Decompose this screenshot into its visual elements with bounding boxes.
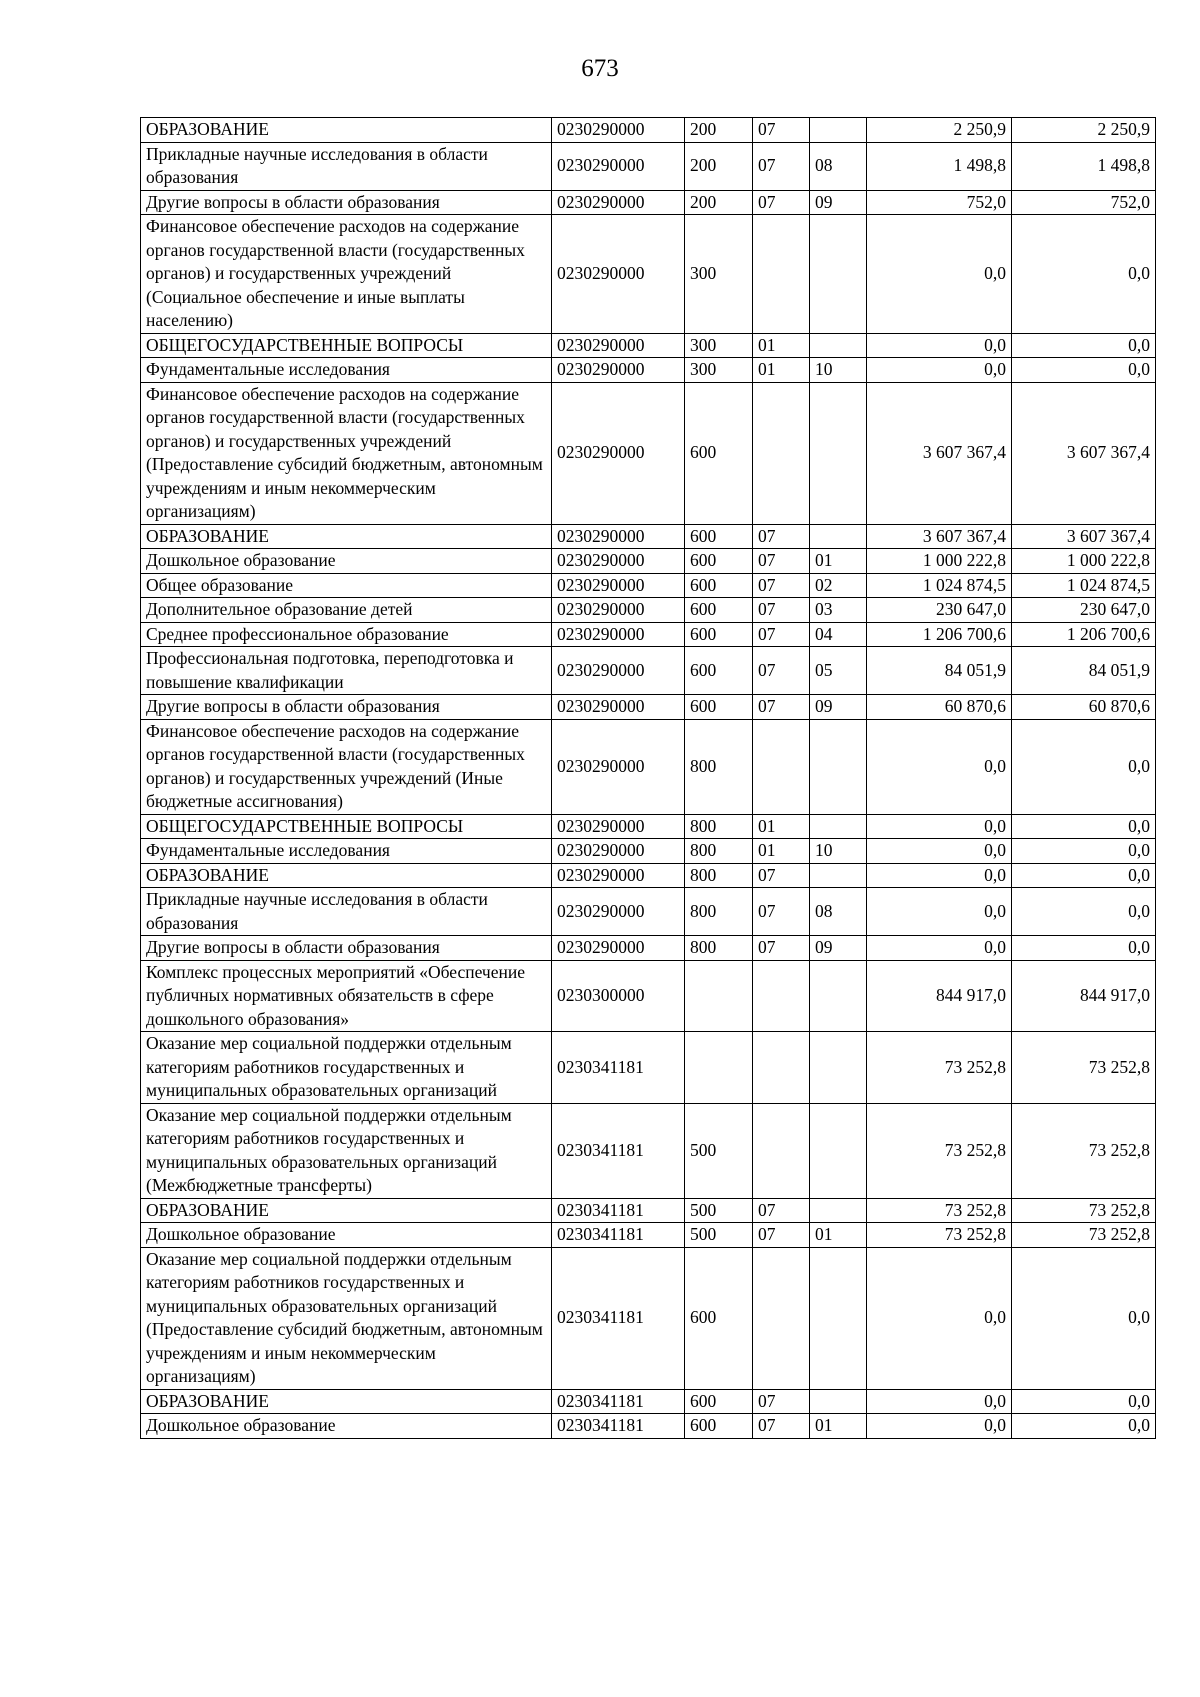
row-expense-type: [685, 960, 753, 1032]
table-row: [141, 598, 1156, 623]
row-amount-year1: 0,0: [867, 719, 1012, 814]
row-target-code: 0230290000: [552, 524, 685, 549]
row-amount-year1: 1 000 222,8: [867, 549, 1012, 574]
row-amount-year1: 0,0: [867, 888, 1012, 936]
row-target-code: 0230290000: [552, 358, 685, 383]
table-row: [141, 719, 1156, 814]
row-amount-year2: 0,0: [1012, 839, 1156, 864]
row-expense-type: 800: [685, 863, 753, 888]
row-amount-year1: 73 252,8: [867, 1198, 1012, 1223]
row-expense-type: 600: [685, 549, 753, 574]
row-expense-type: 600: [685, 695, 753, 720]
table-row: [141, 142, 1156, 190]
row-target-code: 0230290000: [552, 936, 685, 961]
row-amount-year2: 1 206 700,6: [1012, 622, 1156, 647]
row-subsection: [810, 524, 867, 549]
row-subsection: [810, 719, 867, 814]
row-name: ОБРАЗОВАНИЕ: [141, 1389, 552, 1414]
row-target-code: 0230341181: [552, 1103, 685, 1198]
row-target-code: 0230290000: [552, 142, 685, 190]
row-amount-year2: 0,0: [1012, 936, 1156, 961]
row-name: Прикладные научные исследования в области образования: [141, 142, 552, 190]
row-subsection: [810, 1198, 867, 1223]
row-target-code: 0230341181: [552, 1389, 685, 1414]
row-amount-year2: 84 051,9: [1012, 647, 1156, 695]
row-amount-year2: 0,0: [1012, 814, 1156, 839]
budget-table-body: [141, 118, 1156, 1439]
row-amount-year1: 0,0: [867, 1389, 1012, 1414]
row-amount-year1: 0,0: [867, 863, 1012, 888]
row-subsection: [810, 118, 867, 143]
row-subsection: [810, 960, 867, 1032]
table-row: [141, 1032, 1156, 1104]
row-subsection: 05: [810, 647, 867, 695]
row-subsection: [810, 863, 867, 888]
row-name: Среднее профессиональное образование: [141, 622, 552, 647]
row-amount-year2: 1 024 874,5: [1012, 573, 1156, 598]
row-expense-type: 600: [685, 573, 753, 598]
row-name: ОБРАЗОВАНИЕ: [141, 524, 552, 549]
row-target-code: 0230290000: [552, 863, 685, 888]
row-section: 07: [753, 936, 810, 961]
row-name: Комплекс процессных мероприятий «Обеспечение публичных нормативных обязательств в сфере дошкольного образования»: [141, 960, 552, 1032]
row-subsection: [810, 814, 867, 839]
row-expense-type: 800: [685, 719, 753, 814]
row-section: 07: [753, 647, 810, 695]
row-name: ОБРАЗОВАНИЕ: [141, 118, 552, 143]
table-row: [141, 960, 1156, 1032]
row-subsection: 09: [810, 936, 867, 961]
row-target-code: 0230290000: [552, 719, 685, 814]
row-name: Финансовое обеспечение расходов на содержание органов государственной власти (государственных органов) и государственных учреждений (Иные бюджетные ассигнования): [141, 719, 552, 814]
row-subsection: 01: [810, 1223, 867, 1248]
row-expense-type: 200: [685, 118, 753, 143]
row-name: Другие вопросы в области образования: [141, 695, 552, 720]
row-name: Дошкольное образование: [141, 1223, 552, 1248]
row-amount-year1: 60 870,6: [867, 695, 1012, 720]
row-amount-year2: 73 252,8: [1012, 1103, 1156, 1198]
table-row: [141, 1198, 1156, 1223]
row-subsection: 10: [810, 358, 867, 383]
row-amount-year1: 1 498,8: [867, 142, 1012, 190]
row-amount-year2: 73 252,8: [1012, 1032, 1156, 1104]
row-section: 07: [753, 142, 810, 190]
row-amount-year1: 0,0: [867, 358, 1012, 383]
row-amount-year1: 0,0: [867, 814, 1012, 839]
row-name: Фундаментальные исследования: [141, 358, 552, 383]
table-row: [141, 814, 1156, 839]
row-target-code: 0230290000: [552, 382, 685, 524]
row-name: ОБРАЗОВАНИЕ: [141, 863, 552, 888]
row-target-code: 0230341181: [552, 1032, 685, 1104]
row-target-code: 0230290000: [552, 839, 685, 864]
row-section: 07: [753, 1389, 810, 1414]
row-expense-type: [685, 1032, 753, 1104]
row-name: Оказание мер социальной поддержки отдельным категориям работников государственных и муниципальных образовательных организаций (Предоставление субсидий бюджетным, автономным учреждениям и иным некоммерческим организациям): [141, 1247, 552, 1389]
row-amount-year2: 60 870,6: [1012, 695, 1156, 720]
row-target-code: 0230341181: [552, 1198, 685, 1223]
row-amount-year1: 1 024 874,5: [867, 573, 1012, 598]
row-target-code: 0230341181: [552, 1223, 685, 1248]
row-name: Профессиональная подготовка, переподготовка и повышение квалификации: [141, 647, 552, 695]
table-row: [141, 647, 1156, 695]
row-expense-type: 500: [685, 1103, 753, 1198]
row-section: [753, 1247, 810, 1389]
row-section: 01: [753, 839, 810, 864]
row-expense-type: 200: [685, 190, 753, 215]
row-target-code: 0230290000: [552, 695, 685, 720]
table-row: [141, 839, 1156, 864]
row-name: Финансовое обеспечение расходов на содержание органов государственной власти (государственных органов) и государственных учреждений (Социальное обеспечение и иные выплаты населению): [141, 215, 552, 334]
row-amount-year1: 73 252,8: [867, 1103, 1012, 1198]
row-section: 01: [753, 814, 810, 839]
row-expense-type: 600: [685, 647, 753, 695]
row-target-code: 0230290000: [552, 190, 685, 215]
row-subsection: [810, 333, 867, 358]
table-row: [141, 524, 1156, 549]
table-row: [141, 936, 1156, 961]
row-amount-year2: 1 000 222,8: [1012, 549, 1156, 574]
row-section: [753, 960, 810, 1032]
row-expense-type: 600: [685, 598, 753, 623]
row-expense-type: 500: [685, 1223, 753, 1248]
row-expense-type: 800: [685, 888, 753, 936]
row-section: [753, 382, 810, 524]
row-subsection: 08: [810, 142, 867, 190]
row-section: 01: [753, 358, 810, 383]
row-expense-type: 600: [685, 382, 753, 524]
table-row: [141, 573, 1156, 598]
row-expense-type: 600: [685, 1414, 753, 1439]
row-amount-year2: 0,0: [1012, 863, 1156, 888]
row-subsection: 03: [810, 598, 867, 623]
row-subsection: [810, 1103, 867, 1198]
row-subsection: 09: [810, 190, 867, 215]
row-amount-year2: 0,0: [1012, 719, 1156, 814]
table-row: [141, 118, 1156, 143]
row-section: 07: [753, 863, 810, 888]
row-subsection: 01: [810, 1414, 867, 1439]
row-subsection: 08: [810, 888, 867, 936]
table-row: [141, 888, 1156, 936]
table-row: [141, 1103, 1156, 1198]
table-row: [141, 382, 1156, 524]
row-expense-type: 200: [685, 142, 753, 190]
row-amount-year1: 3 607 367,4: [867, 524, 1012, 549]
row-amount-year1: 0,0: [867, 936, 1012, 961]
row-expense-type: 600: [685, 1389, 753, 1414]
row-expense-type: 600: [685, 524, 753, 549]
row-expense-type: 800: [685, 936, 753, 961]
row-subsection: 10: [810, 839, 867, 864]
table-row: [141, 1247, 1156, 1389]
table-row: [141, 333, 1156, 358]
budget-table: [140, 117, 1156, 1439]
row-target-code: 0230290000: [552, 333, 685, 358]
row-amount-year1: 230 647,0: [867, 598, 1012, 623]
row-expense-type: 600: [685, 622, 753, 647]
row-subsection: 02: [810, 573, 867, 598]
row-amount-year2: 0,0: [1012, 215, 1156, 334]
row-subsection: 04: [810, 622, 867, 647]
row-target-code: 0230290000: [552, 573, 685, 598]
row-name: ОБРАЗОВАНИЕ: [141, 1198, 552, 1223]
row-target-code: 0230290000: [552, 598, 685, 623]
row-expense-type: 300: [685, 215, 753, 334]
row-subsection: [810, 215, 867, 334]
row-amount-year1: 84 051,9: [867, 647, 1012, 695]
row-amount-year2: 1 498,8: [1012, 142, 1156, 190]
row-amount-year2: 2 250,9: [1012, 118, 1156, 143]
row-amount-year1: 0,0: [867, 215, 1012, 334]
row-name: Другие вопросы в области образования: [141, 936, 552, 961]
row-target-code: 0230290000: [552, 215, 685, 334]
table-row: [141, 1389, 1156, 1414]
row-amount-year2: 3 607 367,4: [1012, 382, 1156, 524]
table-row: [141, 215, 1156, 334]
table-row: [141, 622, 1156, 647]
row-section: [753, 1103, 810, 1198]
table-row: [141, 863, 1156, 888]
row-amount-year1: 3 607 367,4: [867, 382, 1012, 524]
row-amount-year1: 2 250,9: [867, 118, 1012, 143]
table-row: [141, 190, 1156, 215]
row-amount-year2: 73 252,8: [1012, 1223, 1156, 1248]
row-section: 07: [753, 1414, 810, 1439]
row-name: Общее образование: [141, 573, 552, 598]
row-amount-year2: 0,0: [1012, 888, 1156, 936]
row-target-code: 0230341181: [552, 1414, 685, 1439]
row-section: 07: [753, 598, 810, 623]
row-section: [753, 215, 810, 334]
page-number: 673: [581, 55, 619, 82]
row-amount-year2: 0,0: [1012, 1247, 1156, 1389]
row-name: Финансовое обеспечение расходов на содержание органов государственной власти (государственных органов) и государственных учреждений (Предоставление субсидий бюджетным, автономным учреждениям и иным некоммерческим организациям): [141, 382, 552, 524]
row-amount-year2: 0,0: [1012, 1414, 1156, 1439]
row-name: Прикладные научные исследования в области образования: [141, 888, 552, 936]
row-target-code: 0230290000: [552, 647, 685, 695]
row-amount-year1: 73 252,8: [867, 1223, 1012, 1248]
row-amount-year1: 0,0: [867, 333, 1012, 358]
row-section: 07: [753, 573, 810, 598]
row-amount-year2: 844 917,0: [1012, 960, 1156, 1032]
row-amount-year1: 0,0: [867, 1247, 1012, 1389]
row-subsection: [810, 1032, 867, 1104]
row-amount-year1: 752,0: [867, 190, 1012, 215]
row-amount-year1: 844 917,0: [867, 960, 1012, 1032]
row-subsection: 01: [810, 549, 867, 574]
row-amount-year1: 1 206 700,6: [867, 622, 1012, 647]
row-name: Фундаментальные исследования: [141, 839, 552, 864]
row-section: 07: [753, 118, 810, 143]
row-name: Оказание мер социальной поддержки отдельным категориям работников государственных и муниципальных образовательных организаций (Межбюджетные трансферты): [141, 1103, 552, 1198]
table-row: [141, 695, 1156, 720]
table-row: [141, 1414, 1156, 1439]
row-amount-year1: 73 252,8: [867, 1032, 1012, 1104]
row-expense-type: 300: [685, 333, 753, 358]
row-subsection: [810, 1247, 867, 1389]
row-section: 01: [753, 333, 810, 358]
row-section: 07: [753, 549, 810, 574]
row-name: Дополнительное образование детей: [141, 598, 552, 623]
row-name: ОБЩЕГОСУДАРСТВЕННЫЕ ВОПРОСЫ: [141, 814, 552, 839]
table-row: [141, 1223, 1156, 1248]
row-name: Оказание мер социальной поддержки отдельным категориям работников государственных и муниципальных образовательных организаций: [141, 1032, 552, 1104]
row-target-code: 0230290000: [552, 814, 685, 839]
row-name: Дошкольное образование: [141, 549, 552, 574]
row-target-code: 0230290000: [552, 118, 685, 143]
row-section: 07: [753, 524, 810, 549]
row-target-code: 0230300000: [552, 960, 685, 1032]
row-expense-type: 600: [685, 1247, 753, 1389]
row-section: [753, 719, 810, 814]
row-section: 07: [753, 622, 810, 647]
row-section: 07: [753, 1198, 810, 1223]
row-amount-year2: 0,0: [1012, 333, 1156, 358]
row-target-code: 0230290000: [552, 549, 685, 574]
row-amount-year2: 73 252,8: [1012, 1198, 1156, 1223]
row-section: 07: [753, 695, 810, 720]
row-expense-type: 800: [685, 814, 753, 839]
row-target-code: 0230341181: [552, 1247, 685, 1389]
row-amount-year2: 0,0: [1012, 1389, 1156, 1414]
row-section: 07: [753, 1223, 810, 1248]
row-amount-year2: 230 647,0: [1012, 598, 1156, 623]
row-expense-type: 800: [685, 839, 753, 864]
row-amount-year1: 0,0: [867, 1414, 1012, 1439]
row-section: [753, 1032, 810, 1104]
row-name: ОБЩЕГОСУДАРСТВЕННЫЕ ВОПРОСЫ: [141, 333, 552, 358]
row-target-code: 0230290000: [552, 622, 685, 647]
row-expense-type: 500: [685, 1198, 753, 1223]
table-row: [141, 549, 1156, 574]
row-amount-year2: 0,0: [1012, 358, 1156, 383]
row-expense-type: 300: [685, 358, 753, 383]
row-subsection: 09: [810, 695, 867, 720]
row-amount-year2: 752,0: [1012, 190, 1156, 215]
row-section: 07: [753, 888, 810, 936]
row-name: Дошкольное образование: [141, 1414, 552, 1439]
row-name: Другие вопросы в области образования: [141, 190, 552, 215]
row-amount-year1: 0,0: [867, 839, 1012, 864]
row-subsection: [810, 1389, 867, 1414]
row-target-code: 0230290000: [552, 888, 685, 936]
row-subsection: [810, 382, 867, 524]
table-row: [141, 358, 1156, 383]
row-section: 07: [753, 190, 810, 215]
row-amount-year2: 3 607 367,4: [1012, 524, 1156, 549]
